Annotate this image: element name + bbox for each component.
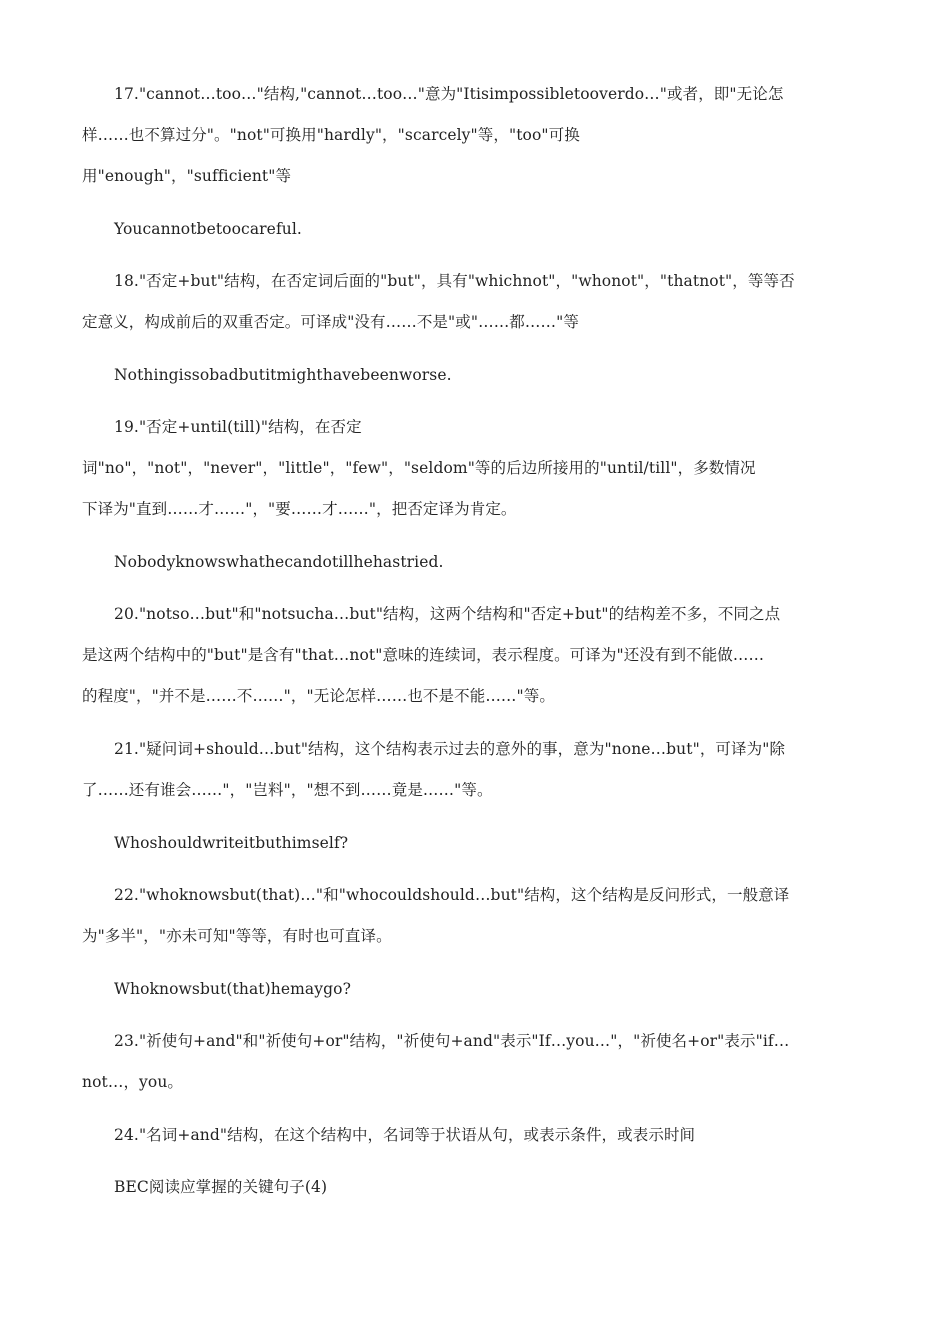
item-19-line-1: 19."否定+until(till)"结构，在否定 [114, 418, 362, 436]
item-21-line-2: 了……还有谁会……"，"岂料"，"想不到……竟是……"等。 [82, 781, 493, 799]
item-19-line-2: 词"no"，"not"，"never"，"little"，"few"，"seldom"等的后边所接用的"until/till"，多数情况 [82, 459, 756, 477]
item-23-line-1: 23."祈使句+and"和"祈使句+or"结构，"祈使句+and"表示"If…you…"，"祈使名+or"表示"if… [114, 1032, 790, 1050]
example-18: Nothingissobadbutitmighthavebeenworse. [114, 366, 452, 384]
item-20-line-3: 的程度"，"并不是……不……"，"无论怎样……也不是不能……"等。 [82, 687, 555, 705]
section-heading: BEC阅读应掌握的关键句子(4) [114, 1178, 328, 1196]
item-22-line-2: 为"多半"，"亦未可知"等等，有时也可直译。 [82, 927, 392, 945]
item-20-line-1: 20."notso…but"和"notsucha…but"结构，这两个结构和"否定+but"的结构差不多，不同之点 [114, 605, 781, 623]
item-21-line-1: 21."疑问词+should…but"结构，这个结构表示过去的意外的事，意为"none…but"，可译为"除 [114, 740, 786, 758]
item-17-line-3: 用"enough"，"sufficient"等 [82, 167, 292, 185]
item-18-line-2: 定意义，构成前后的双重否定。可译成"没有……不是"或"……都……"等 [82, 313, 579, 331]
item-20-line-2: 是这两个结构中的"but"是含有"that…not"意味的连续词，表示程度。可译为"还没有到不能做…… [82, 646, 765, 664]
example-17: Youcannotbetoocareful. [114, 220, 302, 238]
item-24-line-1: 24."名词+and"结构，在这个结构中，名词等于状语从句，或表示条件，或表示时间 [114, 1126, 696, 1144]
item-23-line-2: not…，you。 [82, 1073, 184, 1091]
item-17-line-2: 样……也不算过分"。"not"可换用"hardly"，"scarcely"等，"too"可换 [82, 126, 580, 144]
item-19-line-3: 下译为"直到……才……"，"要……才……"，把否定译为肯定。 [82, 500, 517, 518]
item-17-line-1: 17."cannot…too…"结构,"cannot…too…"意为"Itisimpossibletooverdo…"或者，即"无论怎 [114, 85, 784, 103]
example-21: Whoshouldwriteitbuthimself? [114, 834, 349, 852]
example-19: Nobodyknowswhathecandotillhehastried. [114, 553, 444, 571]
example-22: Whoknowsbut(that)hemaygo? [114, 980, 351, 998]
item-22-line-1: 22."whoknowsbut(that)…"和"whocouldshould…but"结构，这个结构是反问形式，一般意译 [114, 886, 790, 904]
item-18-line-1: 18."否定+but"结构，在否定词后面的"but"，具有"whichnot"，"whonot"，"thatnot"，等等否 [114, 272, 795, 290]
